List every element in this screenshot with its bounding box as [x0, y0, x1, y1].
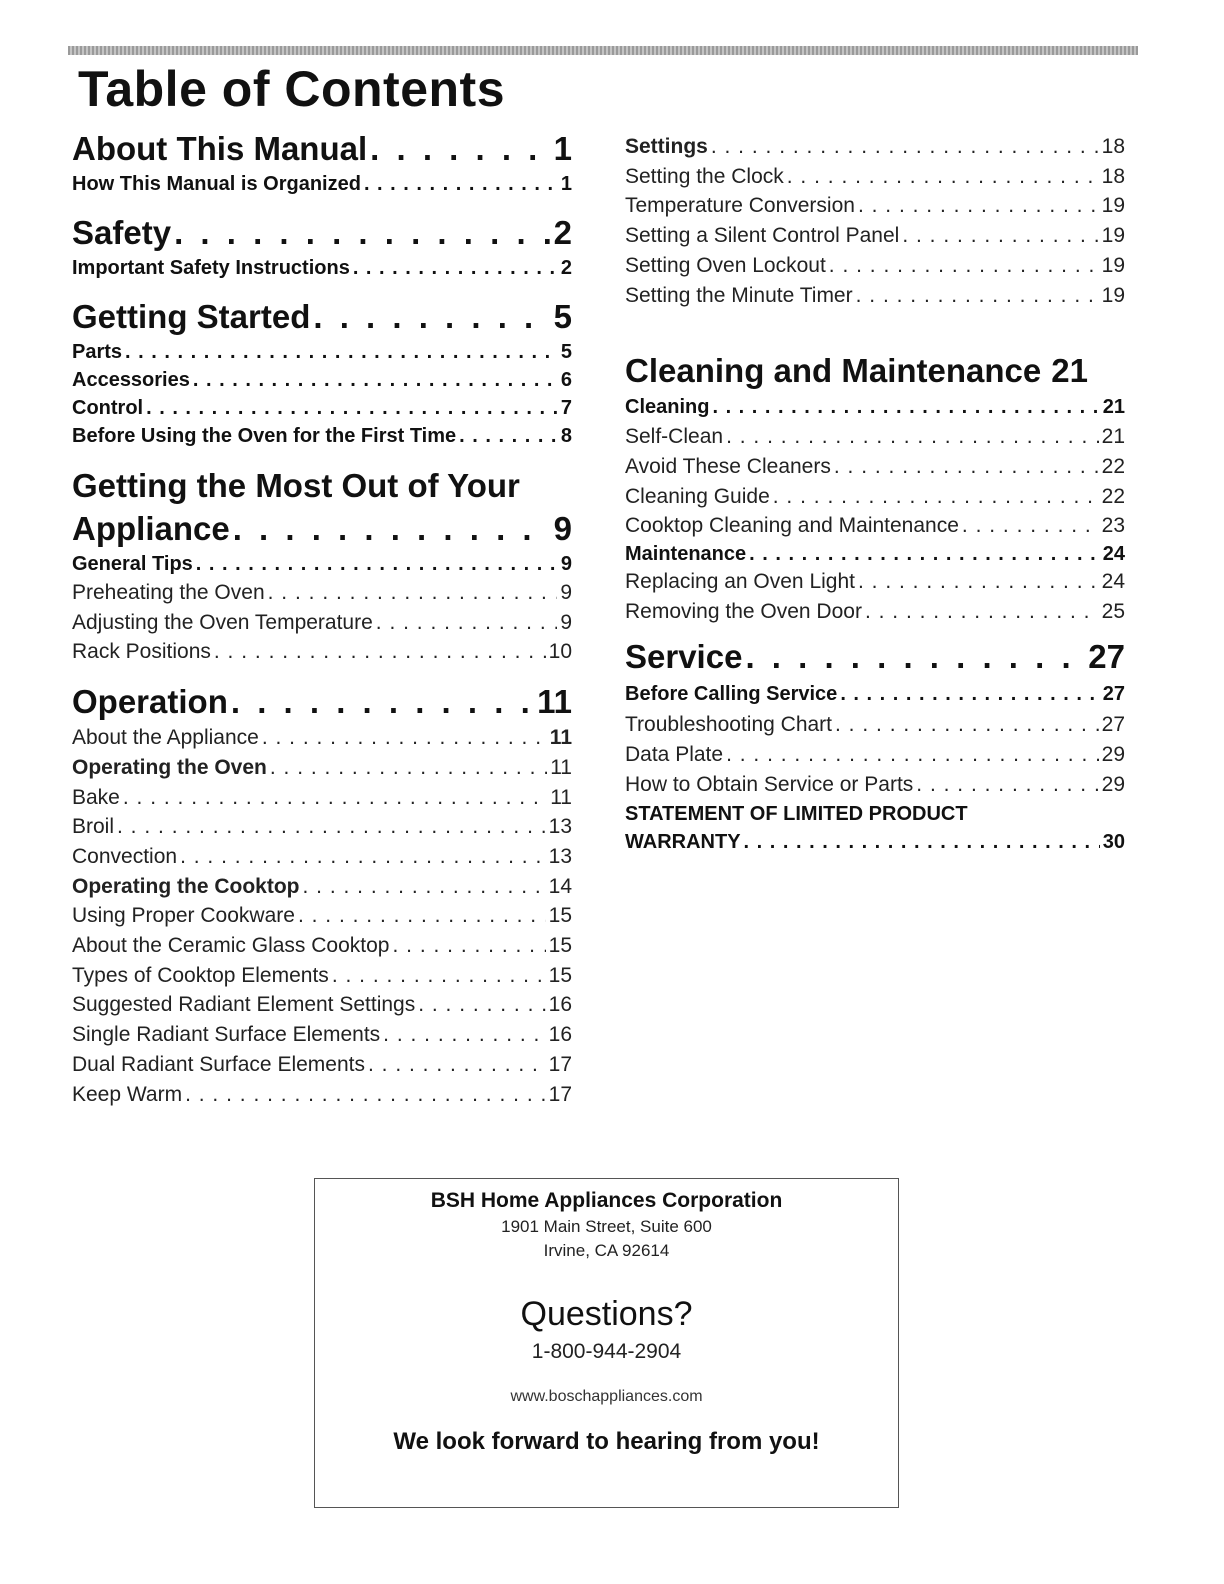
toc-entry[interactable]: [625, 770, 1125, 800]
toc-page: 11: [550, 755, 572, 779]
toc-label: Bake: [72, 785, 120, 809]
toc-page: 9: [560, 553, 572, 575]
toc-label: Appliance: [72, 510, 230, 547]
toc-label: Service: [625, 638, 743, 676]
toc-page: 25: [1101, 599, 1125, 623]
toc-label: Removing the Oven Door: [625, 599, 862, 623]
toc-label: Self-Clean: [625, 425, 724, 449]
address-line-1: 1901 Main Street, Suite 600: [501, 1217, 712, 1236]
toc-label: Setting Oven Lockout: [625, 253, 826, 277]
top-rule: [68, 46, 1138, 55]
toc-entry[interactable]: [72, 990, 572, 1020]
toc-entry[interactable]: [72, 422, 572, 450]
toc-entry[interactable]: [72, 961, 572, 991]
toc-entry[interactable]: [72, 1020, 572, 1050]
toc-label: Important Safety Instructions: [72, 257, 350, 279]
toc-page: 5: [553, 298, 572, 335]
toc-label: Cleaning and Maintenance: [625, 352, 1042, 390]
toc-entry[interactable]: [625, 511, 1125, 541]
toc-entry[interactable]: [72, 608, 572, 638]
toc-entry[interactable]: [72, 783, 572, 813]
toc-label: Replacing an Oven Light: [625, 570, 855, 594]
toc-label: Keep Warm: [72, 1082, 183, 1106]
toc-section-most-out[interactable]: [72, 508, 572, 550]
toc-page: 10: [548, 640, 572, 664]
toc-page: 30: [1102, 830, 1125, 853]
toc-page: 8: [560, 425, 572, 447]
toc-page: 27: [1101, 713, 1125, 737]
toc-entry[interactable]: [625, 597, 1125, 627]
toc-page: 16: [548, 993, 572, 1017]
address-line-2: Irvine, CA 92614: [543, 1241, 670, 1260]
toc-page: 6: [560, 369, 572, 391]
toc-page: 11: [550, 785, 572, 809]
toc-entry[interactable]: [72, 1080, 572, 1110]
toc-page: 21: [1051, 352, 1088, 390]
toc-label: Cleaning: [625, 396, 710, 419]
toc-label: How This Manual is Organized: [72, 173, 361, 195]
toc-page: 29: [1101, 743, 1125, 767]
toc-page: 19: [1101, 283, 1125, 307]
closing-message: We look forward to hearing from you!: [393, 1428, 820, 1455]
toc-page: 24: [1101, 570, 1125, 594]
toc-label: Setting the Clock: [625, 164, 784, 188]
toc-entry[interactable]: [72, 931, 572, 961]
toc-label: Before Using the Oven for the First Time: [72, 425, 457, 447]
toc-label: Broil: [72, 815, 115, 839]
toc-label: Before Calling Service: [625, 683, 838, 706]
toc-entry-settings[interactable]: [625, 132, 1125, 162]
toc-section-safety[interactable]: [72, 212, 572, 254]
toc-entry[interactable]: [625, 281, 1125, 311]
toc-label: Convection: [72, 844, 178, 868]
toc-entry[interactable]: [72, 394, 572, 422]
toc-label: Operating the Cooktop: [72, 874, 300, 898]
toc-left-column: [72, 128, 572, 1109]
toc-label: Operating the Oven: [72, 755, 267, 779]
toc-label: Getting Started: [72, 298, 311, 335]
toc-label: Setting the Minute Timer: [625, 283, 853, 307]
toc-entry-operating-cooktop[interactable]: [72, 872, 572, 902]
toc-entry-warranty-line1[interactable]: [625, 800, 1125, 828]
toc-page: 18: [1101, 135, 1125, 158]
toc-entry[interactable]: [625, 482, 1125, 512]
toc-label: Temperature Conversion: [625, 194, 855, 218]
toc-entry[interactable]: [72, 901, 572, 931]
toc-entry[interactable]: [625, 422, 1125, 452]
toc-label: Parts: [72, 341, 123, 363]
toc-page: 22: [1101, 454, 1125, 478]
toc-page: 11: [549, 726, 572, 750]
toc-page: 14: [548, 874, 572, 898]
toc-label: About the Appliance: [72, 726, 259, 750]
toc-page: 23: [1101, 514, 1125, 538]
toc-page: 29: [1101, 772, 1125, 796]
toc-entry[interactable]: [625, 221, 1125, 251]
toc-entry-maintenance[interactable]: [625, 541, 1125, 567]
toc-page: 9: [553, 510, 572, 547]
questions-heading: Questions?: [520, 1295, 693, 1333]
toc-entry[interactable]: [72, 812, 572, 842]
toc-page: 21: [1102, 396, 1125, 419]
toc-page: 22: [1101, 484, 1125, 508]
toc-entry[interactable]: [72, 637, 572, 667]
toc-entry[interactable]: [625, 567, 1125, 597]
toc-page: 19: [1101, 253, 1125, 277]
toc-label: Cooktop Cleaning and Maintenance: [625, 514, 959, 538]
toc-entry-warranty[interactable]: [625, 828, 1125, 856]
toc-entry[interactable]: [625, 162, 1125, 192]
toc-entry[interactable]: [625, 251, 1125, 281]
toc-page: 17: [548, 1052, 572, 1076]
toc-page: 27: [1088, 638, 1125, 676]
toc-page: 13: [548, 844, 572, 868]
toc-page: 2: [560, 257, 572, 279]
toc-page: 24: [1102, 543, 1125, 566]
toc-right-column: [625, 132, 1125, 856]
toc-label: Data Plate: [625, 743, 724, 767]
toc-label: Setting a Silent Control Panel: [625, 224, 900, 248]
contact-box: [314, 1178, 899, 1508]
toc-label: Dual Radiant Surface Elements: [72, 1052, 365, 1076]
toc-section-about[interactable]: [72, 128, 572, 170]
toc-label: Single Radiant Surface Elements: [72, 1023, 381, 1047]
toc-entry[interactable]: [72, 338, 572, 366]
toc-entry[interactable]: [625, 452, 1125, 482]
toc-section-most-out-line1[interactable]: Getting the Most Out of Your: [72, 467, 520, 504]
website-link[interactable]: www.boschappliances.com: [510, 1388, 703, 1405]
toc-page: 17: [548, 1082, 572, 1106]
toc-label: Types of Cooktop Elements: [72, 963, 329, 987]
toc-label: About This Manual: [72, 130, 368, 167]
toc-entry[interactable]: [625, 191, 1125, 221]
toc-section-service[interactable]: [625, 636, 1125, 678]
toc-label: Avoid These Cleaners: [625, 454, 831, 478]
toc-page: 9: [560, 581, 572, 604]
toc-page: 18: [1101, 164, 1125, 188]
phone-number[interactable]: 1-800-944-2904: [531, 1340, 682, 1363]
toc-label: Operation: [72, 683, 228, 721]
toc-entry-operating-oven[interactable]: [72, 753, 572, 783]
toc-entry[interactable]: [625, 740, 1125, 770]
toc-entry-cleaning[interactable]: [625, 392, 1125, 422]
toc-entry-general-tips[interactable]: [72, 550, 572, 578]
toc-page: 9: [560, 610, 572, 634]
toc-section-getting-started[interactable]: [72, 296, 572, 338]
toc-label: Suggested Radiant Element Settings: [72, 993, 416, 1017]
toc-label: How to Obtain Service or Parts: [625, 772, 914, 796]
toc-label: WARRANTY: [625, 830, 741, 853]
toc-page: 1: [553, 130, 572, 167]
toc-entry-about-appliance[interactable]: [72, 723, 572, 753]
toc-label: Using Proper Cookware: [72, 904, 295, 928]
toc-page: 1: [560, 173, 572, 195]
toc-page: 19: [1101, 224, 1125, 248]
toc-label: Accessories: [72, 369, 190, 391]
toc-entry-how-organized[interactable]: [72, 170, 572, 198]
page-title: Table of Contents: [78, 61, 506, 117]
toc-label: Safety: [72, 214, 172, 251]
toc-page: 5: [560, 341, 572, 363]
toc-label: Control: [72, 397, 144, 419]
toc-page: 13: [548, 815, 572, 839]
toc-entry[interactable]: [72, 578, 572, 608]
toc-label: Troubleshooting Chart: [625, 713, 833, 737]
toc-page: 15: [548, 934, 572, 958]
toc-label: Preheating the Oven: [72, 581, 265, 604]
toc-label: Adjusting the Oven Temperature: [72, 610, 373, 634]
toc-page: 2: [553, 214, 572, 251]
toc-label: Settings: [625, 135, 708, 158]
toc-label: STATEMENT OF LIMITED PRODUCT: [625, 802, 968, 825]
toc-page: 15: [548, 963, 572, 987]
toc-entry[interactable]: [72, 1050, 572, 1080]
toc-label: About the Ceramic Glass Cooktop: [72, 934, 390, 958]
toc-page: 16: [548, 1023, 572, 1047]
toc-section-cleaning-maintenance[interactable]: [625, 350, 1125, 392]
toc-entry[interactable]: [625, 710, 1125, 740]
toc-page: 21: [1101, 425, 1125, 449]
toc-page: 27: [1102, 683, 1125, 706]
toc-entry-before-calling[interactable]: [625, 678, 1125, 710]
toc-page: 11: [537, 683, 572, 721]
toc-entry[interactable]: [72, 366, 572, 394]
toc-entry-important-safety[interactable]: [72, 254, 572, 282]
toc-label: Rack Positions: [72, 640, 211, 664]
toc-entry[interactable]: [72, 842, 572, 872]
toc-section-operation[interactable]: [72, 681, 572, 723]
toc-page: 15: [548, 904, 572, 928]
toc-page: 7: [560, 397, 572, 419]
toc-label: Cleaning Guide: [625, 484, 770, 508]
company-name: BSH Home Appliances Corporation: [430, 1189, 783, 1212]
toc-label: General Tips: [72, 553, 193, 575]
toc-label: Maintenance: [625, 543, 747, 566]
toc-page: 19: [1101, 194, 1125, 218]
